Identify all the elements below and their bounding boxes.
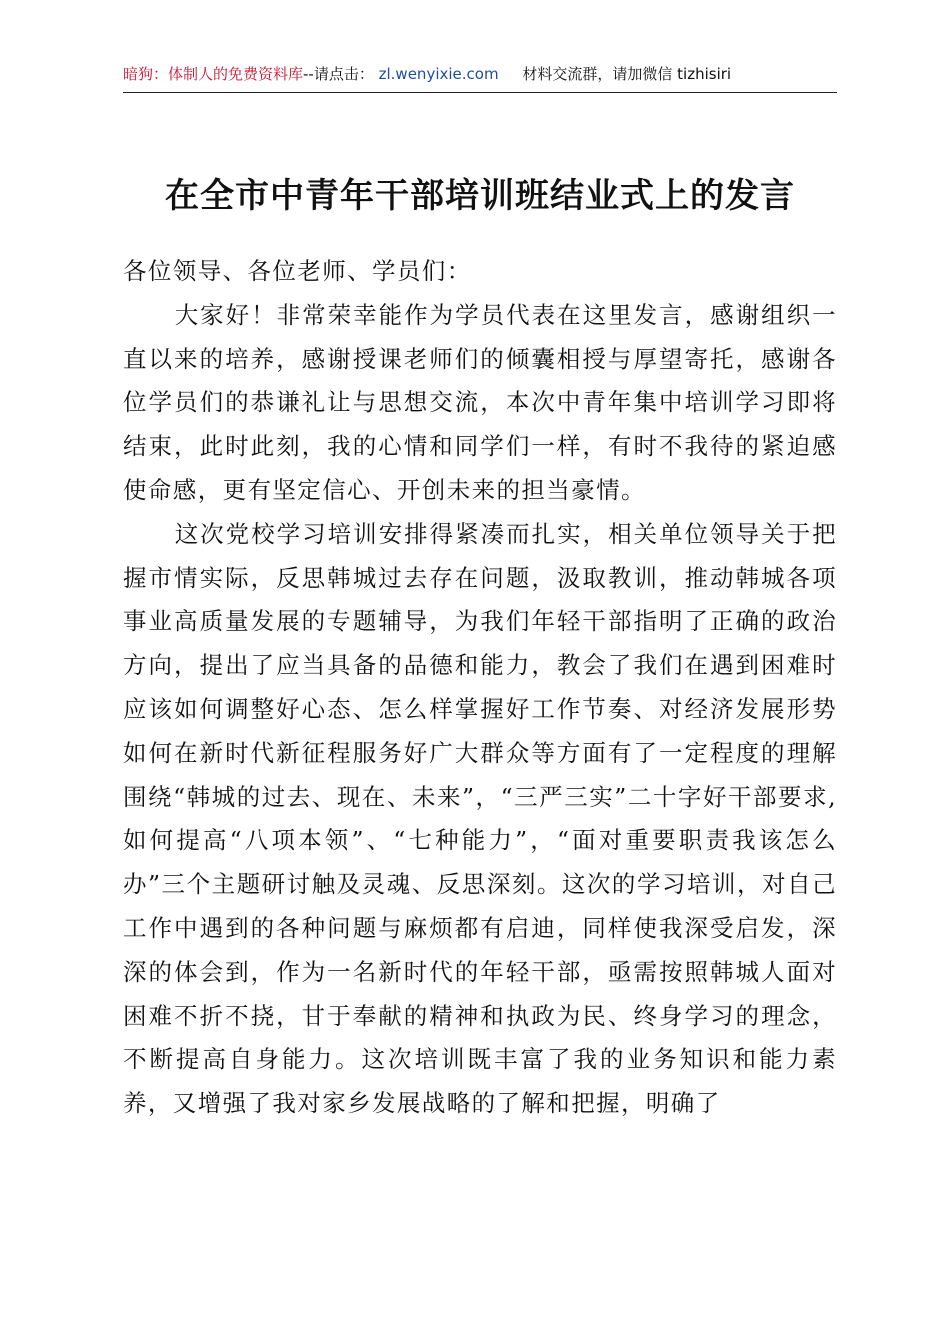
- header-link[interactable]: zl.wenyixie.com: [378, 65, 499, 83]
- header-wechat-note: 材料交流群，请加微信 tizhisiri: [522, 65, 732, 83]
- header-site-name: 暗狗：体制人的免费资料库: [123, 65, 304, 83]
- header-prompt: --请点击：: [303, 65, 374, 83]
- paragraph-1: 大家好！非常荣幸能作为学员代表在这里发言，感谢组织一直以来的培养，感谢授课老师们的倾囊相授与厚望寄托，感谢各位学员们的恭谦礼让与思想交流，本次中青年集中培训学习即将结束，此时此刻，我的心情和同学们一样，有时不我待的紧迫感使命感，更有坚定信心、开创未来的担当豪情。: [123, 300, 837, 504]
- salutation: 各位领导、各位老师、学员们：: [123, 257, 472, 285]
- page-header: [123, 64, 837, 84]
- document-body: [123, 250, 837, 1126]
- document-title: 在全市中青年干部培训班结业式上的发言: [165, 176, 795, 216]
- header-divider: [123, 92, 837, 93]
- paragraph-2: 这次党校学习培训安排得紧凑而扎实，相关单位领导关于把握市情实际，反思韩城过去存在问题，汲取教训，推动韩城各项事业高质量发展的专题辅导，为我们年轻干部指明了正确的政治方向，提出了应当具备的品德和能力，教会了我们在遇到困难时应该如何调整好心态、怎么样掌握好工作节奏、对经济发展形势如何在新时代新征程服务好广大群众等方面有了一定程度的理解围绕“韩城的过去、现在、未来”，“三严三实”二十字好干部要求,如何提高“八项本领”、“七种能力”，“面对重要职责我该怎么办”三个主题研讨触及灵魂、反思深刻。这次的学习培训，对自己工作中遇到的各种问题与麻烦都有启迪，同样使我深受启发，深深的体会到，作为一名新时代的年轻干部，亟需按照韩城人面对困难不折不挠，甘于奉献的精神和执政为民、终身学习的理念，不断提高自身能力。这次培训既丰富了我的业务知识和能力素养，又增强了我对家乡发展战略的了解和把握，明确了: [123, 519, 837, 1118]
